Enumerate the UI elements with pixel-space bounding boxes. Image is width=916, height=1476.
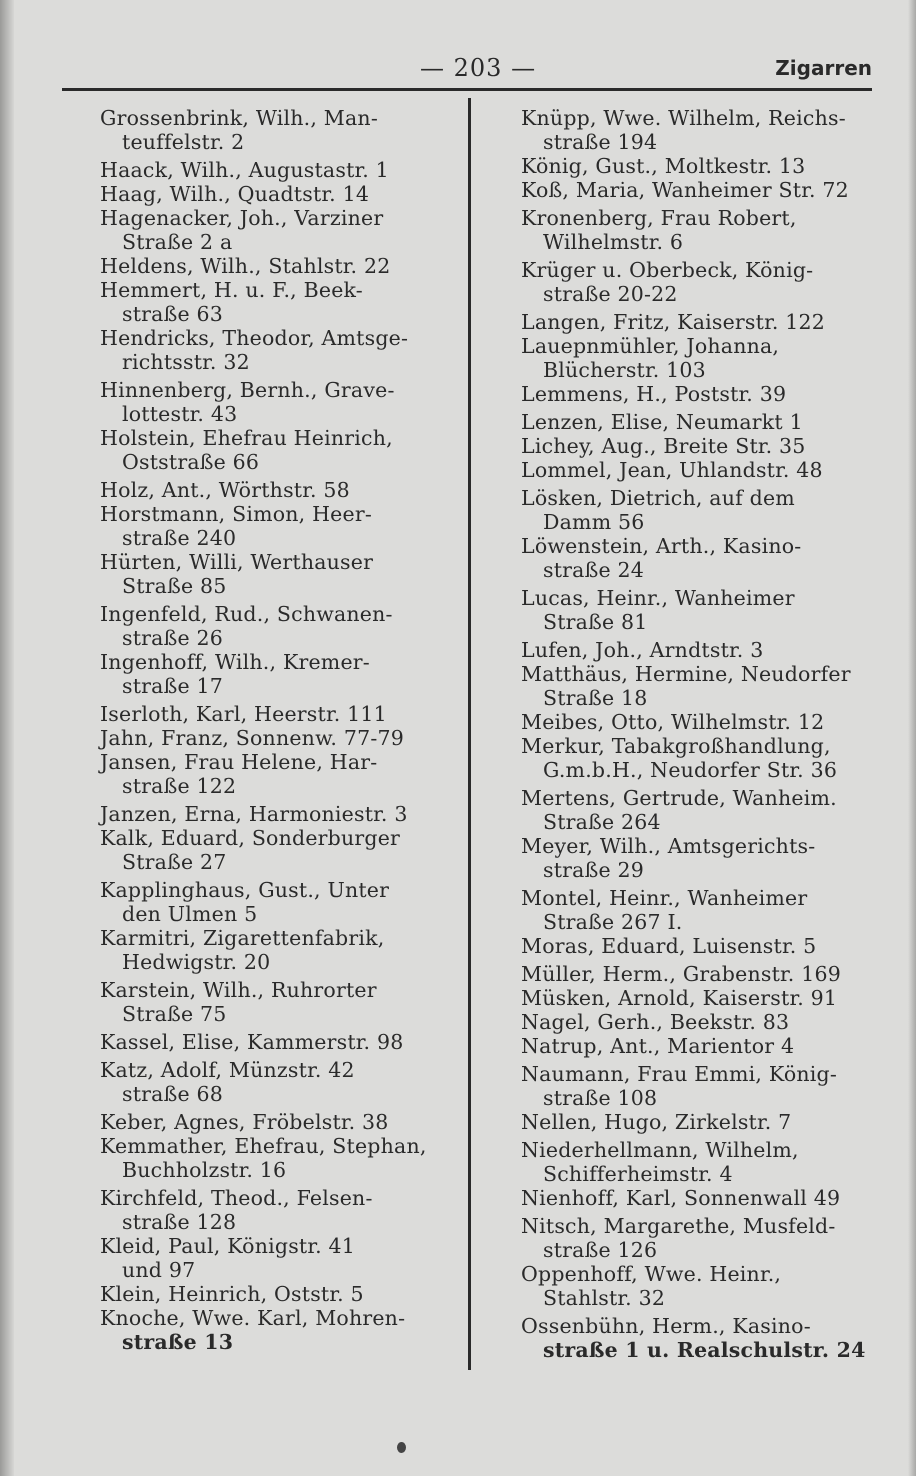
directory-entry (521, 1262, 873, 1310)
directory-entry (521, 1138, 873, 1186)
entry-continuation: Straße 75 (122, 1002, 227, 1026)
directory-entry (521, 786, 873, 834)
left-column (100, 106, 452, 1354)
entry-line: Naumann, Frau Emmi, König- (521, 1062, 837, 1086)
directory-entry (521, 734, 873, 782)
entry-line: Koß, Maria, Wanheimer Str. 72 (521, 178, 849, 202)
entry-line: Holstein, Ehefrau Heinrich, (100, 426, 393, 450)
entry-line: Hagenacker, Joh., Varziner (100, 206, 384, 230)
directory-entry (100, 1058, 452, 1106)
entry-line: Kleid, Paul, Königstr. 41 (100, 1234, 356, 1258)
page-header (60, 52, 872, 88)
entry-continuation: straße 194 (543, 130, 658, 154)
entry-line: Natrup, Ant., Marientor 4 (521, 1034, 795, 1058)
entry-line: Lufen, Joh., Arndtstr. 3 (521, 638, 764, 662)
page-number: — 203 — (420, 54, 537, 82)
directory-entry (521, 106, 873, 154)
directory-entry (521, 410, 873, 434)
directory-entry (521, 178, 873, 202)
entry-line: Oppenhoff, Wwe. Heinr., (521, 1262, 782, 1286)
entry-continuation: Straße 81 (543, 610, 648, 634)
directory-entry (521, 258, 873, 306)
entry-line: Lommel, Jean, Uhlandstr. 48 (521, 458, 823, 482)
entry-continuation: straße 108 (543, 1086, 658, 1110)
entry-line: Löwenstein, Arth., Kasino- (521, 534, 802, 558)
entry-line: Klein, Heinrich, Oststr. 5 (100, 1282, 364, 1306)
directory-entry (100, 1282, 452, 1306)
entry-line: Montel, Heinr., Wanheimer (521, 886, 808, 910)
directory-entry (100, 978, 452, 1026)
entry-line: Grossenbrink, Wilh., Man- (100, 106, 378, 130)
directory-entry (521, 206, 873, 254)
entry-continuation: straße 17 (122, 674, 224, 698)
directory-entry (100, 1234, 452, 1282)
directory-entry (100, 650, 452, 698)
entry-continuation: straße 240 (122, 526, 237, 550)
directory-entry (100, 726, 452, 750)
directory-entry (521, 1186, 873, 1210)
entry-line: Ingenhoff, Wilh., Kremer- (100, 650, 370, 674)
directory-entry (521, 586, 873, 634)
directory-entry (521, 962, 873, 986)
entry-continuation: straße 126 (543, 1238, 658, 1262)
entry-continuation: straße 24 (543, 558, 645, 582)
entry-line: Krüger u. Oberbeck, König- (521, 258, 814, 282)
entry-line: Matthäus, Hermine, Neudorfer (521, 662, 851, 686)
entry-continuation: Straße 27 (122, 850, 227, 874)
entry-line: Lichey, Aug., Breite Str. 35 (521, 434, 806, 458)
entry-line: Müller, Herm., Grabenstr. 169 (521, 962, 841, 986)
entry-line: König, Gust., Moltkestr. 13 (521, 154, 806, 178)
directory-entry (100, 278, 452, 326)
entry-continuation: straße 20-22 (543, 282, 678, 306)
entry-line: Hinnenberg, Bernh., Grave- (100, 378, 395, 402)
entry-continuation: straße 1 u. Realschulstr. 24 (543, 1338, 866, 1362)
directory-entry (100, 502, 452, 550)
entry-line: Müsken, Arnold, Kaiserstr. 91 (521, 986, 838, 1010)
entry-line: Ingenfeld, Rud., Schwanen- (100, 602, 393, 626)
entry-line: Meyer, Wilh., Amtsgerichts- (521, 834, 816, 858)
entry-line: Knüpp, Wwe. Wilhelm, Reichs- (521, 106, 846, 130)
entry-line: Lösken, Dietrich, auf dem (521, 486, 795, 510)
entry-continuation: straße 26 (122, 626, 224, 650)
entry-line: Ossenbühn, Herm., Kasino- (521, 1314, 811, 1338)
entry-continuation: Straße 85 (122, 574, 227, 598)
directory-entry (100, 426, 452, 474)
entry-line: Iserloth, Karl, Heerstr. 111 (100, 702, 387, 726)
entry-continuation: Wilhelmstr. 6 (543, 230, 684, 254)
directory-entry (100, 1110, 452, 1134)
directory-entry (521, 834, 873, 882)
entry-line: Merkur, Tabakgroßhandlung, (521, 734, 831, 758)
entry-continuation: Straße 267 I. (543, 910, 683, 934)
entry-continuation: Schifferheimstr. 4 (543, 1162, 733, 1186)
entry-continuation: den Ulmen 5 (122, 902, 258, 926)
entry-line: Mertens, Gertrude, Wanheim. (521, 786, 837, 810)
directory-entry (100, 326, 452, 374)
directory-entry (521, 1062, 873, 1110)
entry-line: Kassel, Elise, Kammerstr. 98 (100, 1030, 404, 1054)
entry-line: Knoche, Wwe. Karl, Mohren- (100, 1306, 406, 1330)
directory-entry (521, 1010, 873, 1034)
directory-entry (521, 1314, 873, 1362)
entry-line: Keber, Agnes, Fröbelstr. 38 (100, 1110, 389, 1134)
directory-entry (521, 534, 873, 582)
directory-entry (100, 158, 452, 182)
entry-continuation: straße 122 (122, 774, 237, 798)
entry-line: Heldens, Wilh., Stahlstr. 22 (100, 254, 391, 278)
directory-entry (100, 802, 452, 826)
entry-continuation: Hedwigstr. 20 (122, 950, 271, 974)
entry-line: Janzen, Erna, Harmoniestr. 3 (100, 802, 408, 826)
entry-line: Holz, Ant., Wörthstr. 58 (100, 478, 350, 502)
directory-entry (521, 662, 873, 710)
directory-entry (521, 486, 873, 534)
entry-line: Lucas, Heinr., Wanheimer (521, 586, 795, 610)
directory-entry (100, 182, 452, 206)
directory-entry (521, 710, 873, 734)
directory-entry (521, 1110, 873, 1134)
entry-continuation: Stahlstr. 32 (543, 1286, 666, 1310)
directory-entry (521, 334, 873, 382)
entry-continuation: straße 68 (122, 1082, 224, 1106)
directory-entry (100, 926, 452, 974)
directory-entry (521, 382, 873, 406)
directory-entry (521, 1214, 873, 1262)
section-title: Zigarren (775, 56, 872, 80)
entry-continuation: G.m.b.H., Neudorfer Str. 36 (543, 758, 838, 782)
entry-continuation: Oststraße 66 (122, 450, 260, 474)
entry-line: Nienhoff, Karl, Sonnenwall 49 (521, 1186, 841, 1210)
directory-entry (521, 638, 873, 662)
entry-line: Haack, Wilh., Augustastr. 1 (100, 158, 389, 182)
directory-entry (100, 602, 452, 650)
entry-line: Kalk, Eduard, Sonderburger (100, 826, 401, 850)
entry-line: Horstmann, Simon, Heer- (100, 502, 372, 526)
page-edge-shadow (908, 0, 916, 1476)
directory-entry (100, 378, 452, 426)
entry-line: Haag, Wilh., Quadtstr. 14 (100, 182, 370, 206)
header-rule (62, 88, 872, 91)
entry-line: Jahn, Franz, Sonnenw. 77-79 (100, 726, 404, 750)
entry-line: Lenzen, Elise, Neumarkt 1 (521, 410, 803, 434)
directory-entry (100, 702, 452, 726)
directory-entry (100, 550, 452, 598)
entry-line: Meibes, Otto, Wilhelmstr. 12 (521, 710, 825, 734)
directory-entry (521, 986, 873, 1010)
right-column (521, 106, 873, 1362)
entry-line: Jansen, Frau Helene, Har- (100, 750, 378, 774)
entry-continuation: straße 13 (122, 1330, 234, 1354)
entry-line: Kronenberg, Frau Robert, (521, 206, 797, 230)
entry-line: Kemmather, Ehefrau, Stephan, (100, 1134, 427, 1158)
directory-entry (100, 750, 452, 798)
entry-line: Kirchfeld, Theod., Felsen- (100, 1186, 373, 1210)
entry-line: Katz, Adolf, Münzstr. 42 (100, 1058, 355, 1082)
directory-entry (100, 1134, 452, 1182)
directory-entry (100, 254, 452, 278)
entry-line: Langen, Fritz, Kaiserstr. 122 (521, 310, 825, 334)
entry-line: Karstein, Wilh., Ruhrorter (100, 978, 377, 1002)
entry-line: Kapplinghaus, Gust., Unter (100, 878, 390, 902)
entry-continuation: Straße 264 (543, 810, 661, 834)
ink-spot (397, 1442, 406, 1453)
entry-continuation: Straße 18 (543, 686, 648, 710)
entry-continuation: straße 128 (122, 1210, 237, 1234)
entry-line: Nellen, Hugo, Zirkelstr. 7 (521, 1110, 792, 1134)
directory-entry (521, 434, 873, 458)
directory-entry (521, 886, 873, 934)
entry-line: Nagel, Gerh., Beekstr. 83 (521, 1010, 790, 1034)
directory-entry (521, 1034, 873, 1058)
entry-line: Lemmens, H., Poststr. 39 (521, 382, 787, 406)
entry-continuation: Straße 2 a (122, 230, 233, 254)
entry-line: Moras, Eduard, Luisenstr. 5 (521, 934, 817, 958)
entry-line: Hendricks, Theodor, Amtsge- (100, 326, 409, 350)
column-divider (468, 98, 471, 1370)
entry-continuation: lottestr. 43 (122, 402, 238, 426)
directory-entry (521, 934, 873, 958)
entry-line: Lauepnmühler, Johanna, (521, 334, 780, 358)
entry-line: Hemmert, H. u. F., Beek- (100, 278, 363, 302)
directory-entry (100, 1306, 452, 1354)
entry-continuation: Damm 56 (543, 510, 645, 534)
directory-entry (100, 1030, 452, 1054)
entry-continuation: Blücherstr. 103 (543, 358, 706, 382)
entry-line: Karmitri, Zigarettenfabrik, (100, 926, 385, 950)
directory-entry (521, 154, 873, 178)
directory-entry (521, 458, 873, 482)
directory-entry (100, 206, 452, 254)
directory-entry (100, 106, 452, 154)
entry-continuation: teuffelstr. 2 (122, 130, 245, 154)
directory-entry (100, 878, 452, 926)
directory-entry (521, 310, 873, 334)
entry-line: Nitsch, Margarethe, Musfeld- (521, 1214, 836, 1238)
entry-line: Niederhellmann, Wilhelm, (521, 1138, 799, 1162)
page-edge-shadow (0, 0, 14, 1476)
directory-entry (100, 478, 452, 502)
directory-entry (100, 826, 452, 874)
entry-continuation: und 97 (122, 1258, 196, 1282)
directory-entry (100, 1186, 452, 1234)
entry-continuation: richtsstr. 32 (122, 350, 250, 374)
entry-line: Hürten, Willi, Werthauser (100, 550, 374, 574)
entry-continuation: straße 63 (122, 302, 224, 326)
entry-continuation: straße 29 (543, 858, 645, 882)
entry-continuation: Buchholzstr. 16 (122, 1158, 287, 1182)
